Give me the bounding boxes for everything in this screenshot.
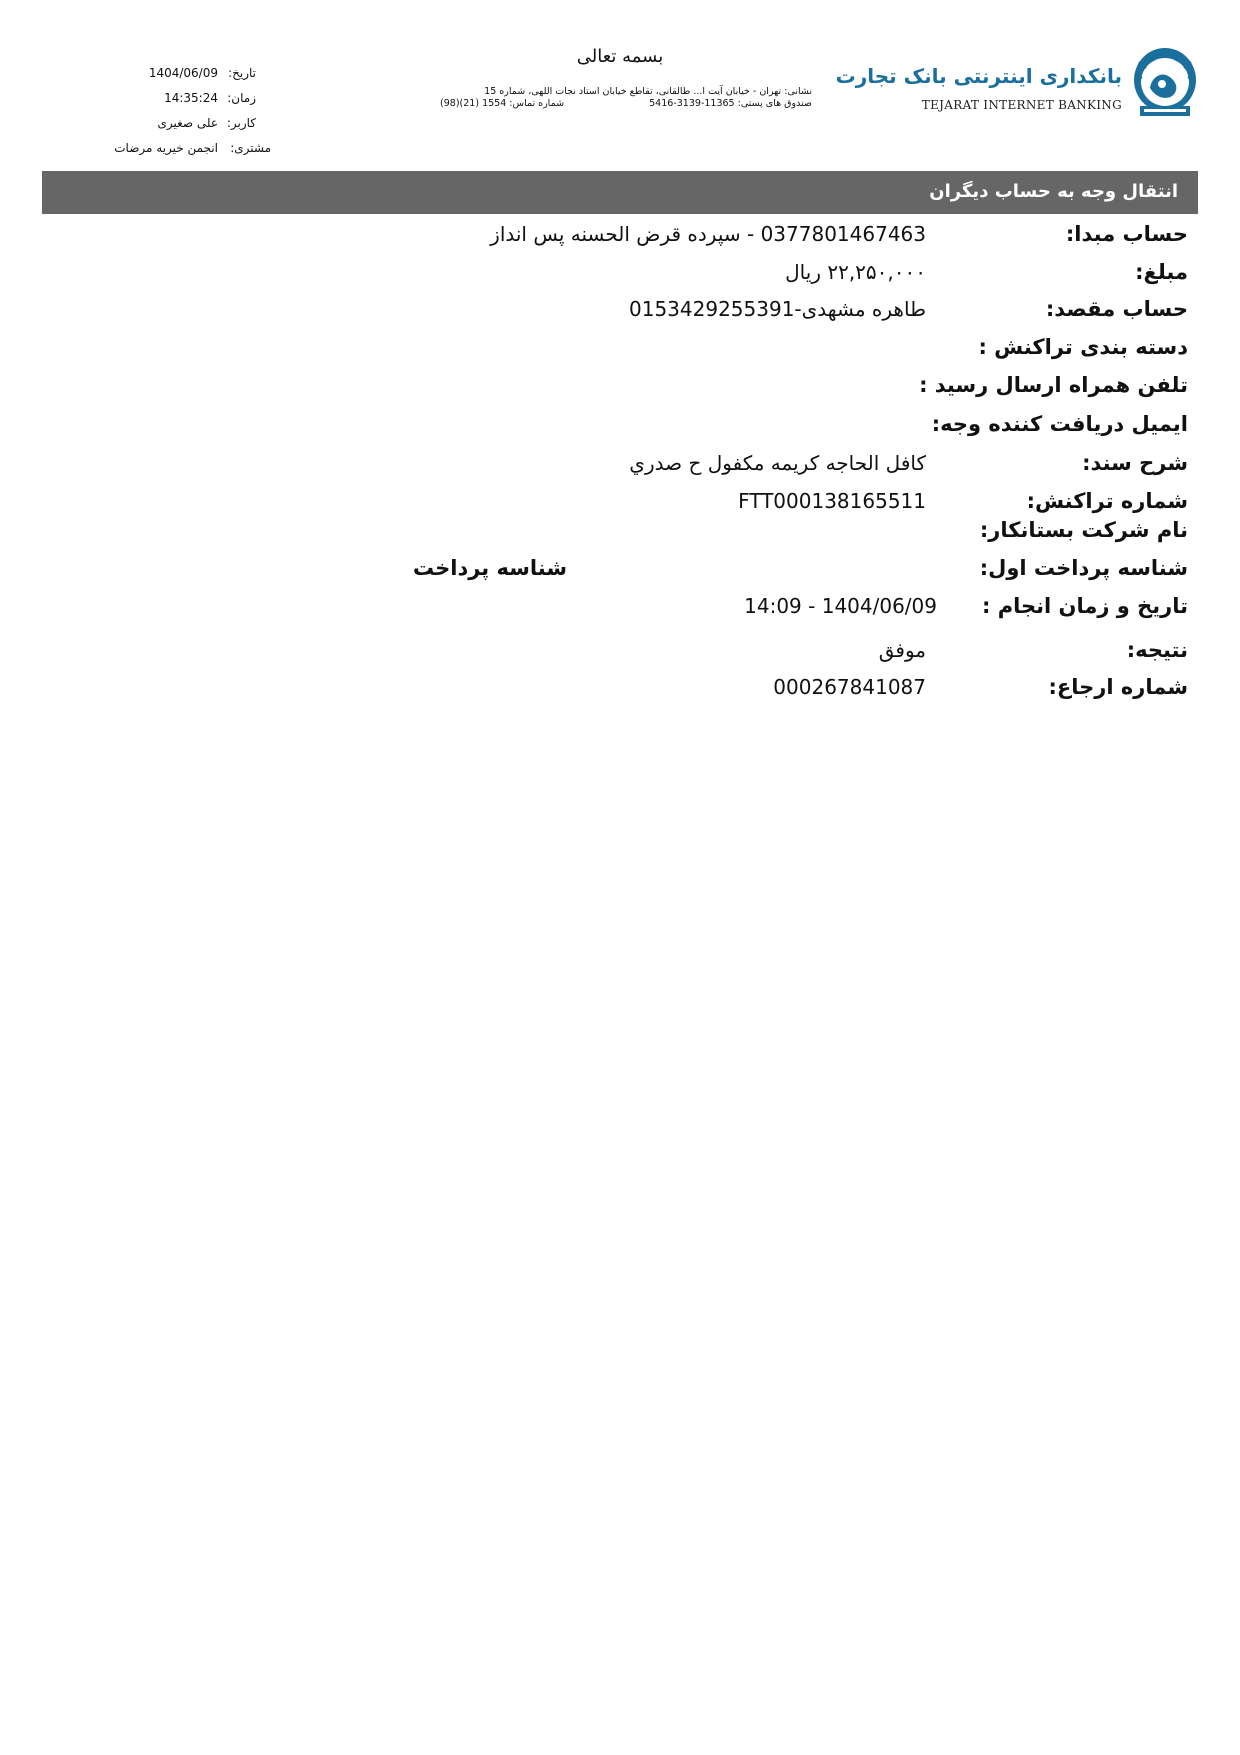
contact-phone-line: شماره تماس: 1554 (21)(98) [440,98,565,109]
user-value: علی صغیری [157,116,218,130]
address-line: نشانی: تهران - خیابان آیت ا... طالقانی، تقاطع خیابان استاد نجات اللهی، شماره 15 [484,86,812,97]
customer-label: مشتری: [230,141,271,155]
source-account-value: 0377801467463 - سپرده قرض الحسنه پس انداز [490,222,926,246]
result-label: نتیجه: [1126,638,1188,662]
amount-value: ۲۲,۲۵۰,۰۰۰ ریال [785,260,926,284]
date-value: 1404/06/09 [148,66,218,80]
basmala: بسمه تعالی [576,46,664,67]
datetime-label: تاریخ و زمان انجام : [982,594,1188,618]
creditor-company-label: نام شرکت بستانکار: [979,518,1188,542]
bank-name-en: TEJARAT INTERNET BANKING [921,98,1122,112]
dest-account-value: طاهره مشهدی-0153429255391 [629,297,926,321]
postal-box-line: صندوق های پستی: 11365-3139-5416 [649,98,812,109]
transaction-number-value: FTT000138165511 [738,489,926,513]
payment-id-value: شناسه پرداخت [412,556,567,580]
reference-value: 000267841087 [773,675,926,699]
dest-account-label: حساب مقصد: [1045,297,1188,321]
tejarat-emblem-icon [1132,46,1198,122]
user-label: کاربر: [226,116,256,130]
page-title: انتقال وجه به حساب دیگران [929,181,1178,202]
result-value: موفق [878,638,926,662]
category-label: دسته بندی تراکنش : [978,335,1188,359]
transaction-number-label: شماره تراکنش: [1026,489,1188,513]
customer-value: انجمن خیریه مرضات [114,141,218,155]
mobile-label: تلفن همراه ارسال رسید : [919,373,1188,397]
reference-label: شماره ارجاع: [1048,675,1188,699]
datetime-value: 1404/06/09 - 14:09 [744,594,937,618]
description-label: شرح سند: [1082,451,1188,475]
email-label: ایمیل دریافت کننده وجه: [931,412,1188,436]
title-bar [42,171,1198,214]
description-value: كافل الحاجه كريمه مكفول ح صدري [629,451,926,475]
source-account-label: حساب مبدا: [1065,222,1188,246]
time-label: زمان: [227,91,256,105]
amount-label: مبلغ: [1135,260,1188,284]
date-label: تاریخ: [228,66,256,80]
bank-logo [835,46,1198,122]
payment-id-label: شناسه پرداخت اول: [979,556,1188,580]
bank-name-fa: بانکداری اینترنتی بانک تجارت [835,64,1122,88]
time-value: 14:35:24 [164,91,218,105]
